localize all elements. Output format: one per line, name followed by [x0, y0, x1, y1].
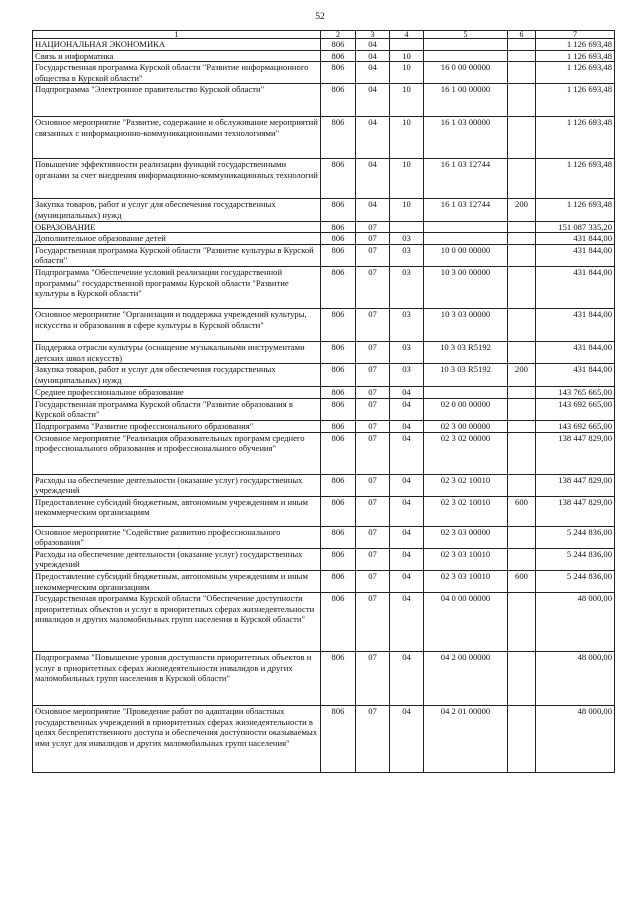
row-code-target: 02 3 02 00000: [424, 432, 508, 474]
row-amount: 1 126 693,48: [536, 84, 615, 117]
row-code-target: [424, 221, 508, 233]
row-code-subsection: 03: [390, 266, 424, 308]
row-code-expense-type: [508, 266, 536, 308]
row-code-target: 02 3 03 00000: [424, 526, 508, 548]
row-code-subsection: [390, 39, 424, 51]
table-row: [33, 341, 615, 363]
row-code-subsection: 03: [390, 233, 424, 245]
header-cell: 2: [321, 31, 356, 39]
row-name: Основное мероприятие "Реализация образовательных программ среднего профессионального образования и профессионального обучения": [33, 432, 321, 474]
row-code-section: 07: [356, 341, 390, 363]
row-code-ministry: 806: [321, 496, 356, 526]
header-cell: 1: [33, 31, 321, 39]
budget-table: [32, 30, 615, 773]
row-code-ministry: 806: [321, 387, 356, 399]
row-code-ministry: 806: [321, 652, 356, 706]
row-amount: 138 447 829,00: [536, 474, 615, 496]
row-code-expense-type: [508, 84, 536, 117]
row-code-section: 07: [356, 474, 390, 496]
table-row: [33, 233, 615, 245]
row-code-ministry: 806: [321, 571, 356, 593]
table-row: [33, 62, 615, 84]
row-amount: 431 844,00: [536, 244, 615, 266]
row-code-section: 07: [356, 266, 390, 308]
row-name: Основное мероприятие "Содействие развитию профессионального образования": [33, 526, 321, 548]
table-row: [33, 548, 615, 570]
row-code-section: 07: [356, 364, 390, 387]
row-code-target: [424, 233, 508, 245]
table-row: [33, 474, 615, 496]
row-code-expense-type: [508, 593, 536, 652]
row-code-expense-type: [508, 233, 536, 245]
table-row: [33, 221, 615, 233]
table-row: [33, 117, 615, 159]
row-code-target: [424, 39, 508, 51]
row-code-expense-type: [508, 652, 536, 706]
row-code-target: 02 3 02 10010: [424, 496, 508, 526]
row-amount: 1 126 693,48: [536, 199, 615, 221]
row-code-target: 10 3 00 00000: [424, 266, 508, 308]
row-code-ministry: 806: [321, 526, 356, 548]
row-code-ministry: 806: [321, 420, 356, 432]
row-amount: 48 000,00: [536, 706, 615, 773]
row-name: Закупка товаров, работ и услуг для обеспечения государственных (муниципальных) нужд: [33, 199, 321, 221]
row-name: Среднее профессиональное образование: [33, 387, 321, 399]
table-row: [33, 364, 615, 387]
row-code-section: 07: [356, 706, 390, 773]
row-code-section: 04: [356, 199, 390, 221]
row-code-expense-type: [508, 398, 536, 420]
row-code-ministry: 806: [321, 266, 356, 308]
table-row: [33, 398, 615, 420]
row-code-target: 04 2 01 00000: [424, 706, 508, 773]
row-name: Государственная программа Курской области "Обеспечение доступности приоритетных объектов и услуг в приоритетных сферах жизнедеятельности инвалидов и других маломобильных групп населения в Курской области": [33, 593, 321, 652]
row-amount: 5 244 836,00: [536, 571, 615, 593]
row-code-expense-type: [508, 341, 536, 363]
row-code-ministry: 806: [321, 398, 356, 420]
row-name: Закупка товаров, работ и услуг для обеспечения государственных (муниципальных) нужд: [33, 364, 321, 387]
row-code-ministry: 806: [321, 221, 356, 233]
row-code-expense-type: [508, 308, 536, 341]
row-code-ministry: 806: [321, 474, 356, 496]
row-code-expense-type: 600: [508, 496, 536, 526]
row-code-section: 04: [356, 62, 390, 84]
row-code-target: 02 3 02 10010: [424, 474, 508, 496]
row-name: Расходы на обеспечение деятельности (оказание услуг) государственных учреждений: [33, 548, 321, 570]
row-code-subsection: 04: [390, 387, 424, 399]
row-code-target: 02 3 00 00000: [424, 420, 508, 432]
row-code-section: 04: [356, 84, 390, 117]
table-row: [33, 432, 615, 474]
table-row: [33, 496, 615, 526]
row-code-target: 10 0 00 00000: [424, 244, 508, 266]
row-code-ministry: 806: [321, 39, 356, 51]
row-code-subsection: 04: [390, 548, 424, 570]
row-code-subsection: 04: [390, 593, 424, 652]
row-name: Повышение эффективности реализации функций государственными органами за счет внедрения информационно-коммуникационных технологий: [33, 159, 321, 199]
row-name: Предоставление субсидий бюджетным, автономным учреждениям и иным некоммерческим организациям: [33, 571, 321, 593]
row-amount: 5 244 836,00: [536, 526, 615, 548]
table-row: [33, 159, 615, 199]
table-row: [33, 593, 615, 652]
row-code-ministry: 806: [321, 308, 356, 341]
row-name: Основное мероприятие "Развитие, содержание и обслуживание мероприятий связанных с информационно-коммуникационными технологиями": [33, 117, 321, 159]
row-amount: 1 126 693,48: [536, 159, 615, 199]
row-code-subsection: 10: [390, 62, 424, 84]
row-amount: 431 844,00: [536, 266, 615, 308]
header-row: [33, 31, 615, 39]
row-code-expense-type: [508, 706, 536, 773]
row-code-subsection: 10: [390, 84, 424, 117]
row-code-section: 04: [356, 39, 390, 51]
row-name: Подпрограмма "Повышение уровня доступности приоритетных объектов и услуг в приоритетных сферах жизнедеятельности инвалидов и других маломобильных групп населения в Курской области": [33, 652, 321, 706]
row-code-ministry: 806: [321, 199, 356, 221]
row-code-subsection: 04: [390, 526, 424, 548]
row-name: Дополнительное образование детей: [33, 233, 321, 245]
row-code-subsection: 10: [390, 159, 424, 199]
row-amount: 48 000,00: [536, 652, 615, 706]
table-row: [33, 652, 615, 706]
row-code-section: 04: [356, 50, 390, 62]
row-code-expense-type: 600: [508, 571, 536, 593]
row-amount: 5 244 836,00: [536, 548, 615, 570]
row-code-section: 07: [356, 387, 390, 399]
row-code-target: 16 0 00 00000: [424, 62, 508, 84]
row-code-expense-type: [508, 221, 536, 233]
row-code-section: 07: [356, 233, 390, 245]
row-amount: 143 692 665,00: [536, 420, 615, 432]
row-code-ministry: 806: [321, 432, 356, 474]
header-cell: 5: [424, 31, 508, 39]
row-code-expense-type: [508, 526, 536, 548]
row-name: Подпрограмма "Развитие профессионального образования": [33, 420, 321, 432]
row-code-section: 07: [356, 398, 390, 420]
row-code-ministry: 806: [321, 62, 356, 84]
row-code-ministry: 806: [321, 706, 356, 773]
row-code-section: 07: [356, 593, 390, 652]
row-amount: 151 087 335,20: [536, 221, 615, 233]
row-code-section: 07: [356, 432, 390, 474]
row-code-target: 02 0 00 00000: [424, 398, 508, 420]
row-code-ministry: 806: [321, 364, 356, 387]
header-cell: 7: [536, 31, 615, 39]
table-row: [33, 50, 615, 62]
row-amount: 431 844,00: [536, 233, 615, 245]
row-amount: 431 844,00: [536, 341, 615, 363]
row-amount: 48 000,00: [536, 593, 615, 652]
header-cell: 3: [356, 31, 390, 39]
row-name: ОБРАЗОВАНИЕ: [33, 221, 321, 233]
row-name: Основное мероприятие "Проведение работ по адаптации областных государственных учреждений в приоритетных сферах жизнедеятельности в целях беспрепятственного доступа и обеспечения доступности оказываемых ими услуг для инвалидов и других маломобильных групп населения": [33, 706, 321, 773]
row-code-section: 07: [356, 308, 390, 341]
row-name: Связь и информатика: [33, 50, 321, 62]
row-code-subsection: 03: [390, 364, 424, 387]
row-code-ministry: 806: [321, 548, 356, 570]
row-code-subsection: 03: [390, 341, 424, 363]
row-name: Предоставление субсидий бюджетным, автономным учреждениям и иным некоммерческим организациям: [33, 496, 321, 526]
row-code-section: 07: [356, 496, 390, 526]
table-row: [33, 266, 615, 308]
row-amount: 431 844,00: [536, 308, 615, 341]
row-code-ministry: 806: [321, 117, 356, 159]
row-code-subsection: 03: [390, 308, 424, 341]
row-amount: 1 126 693,48: [536, 117, 615, 159]
row-code-expense-type: 200: [508, 199, 536, 221]
row-code-subsection: [390, 221, 424, 233]
row-name: НАЦИОНАЛЬНАЯ ЭКОНОМИКА: [33, 39, 321, 51]
row-code-ministry: 806: [321, 233, 356, 245]
row-code-section: 04: [356, 159, 390, 199]
row-amount: 138 447 829,00: [536, 496, 615, 526]
table-row: [33, 706, 615, 773]
row-code-section: 04: [356, 117, 390, 159]
row-code-target: 10 3 03 R5192: [424, 364, 508, 387]
row-code-section: 07: [356, 526, 390, 548]
row-code-target: 04 2 00 00000: [424, 652, 508, 706]
row-code-expense-type: [508, 474, 536, 496]
row-code-ministry: 806: [321, 593, 356, 652]
row-code-section: 07: [356, 652, 390, 706]
row-code-subsection: 04: [390, 474, 424, 496]
table-row: [33, 526, 615, 548]
row-name: Поддержка отрасли культуры (оснащение музыкальными инструментами детских школ искусств): [33, 341, 321, 363]
table-row: [33, 571, 615, 593]
row-code-target: 10 3 03 00000: [424, 308, 508, 341]
row-code-ministry: 806: [321, 159, 356, 199]
row-amount: 431 844,00: [536, 364, 615, 387]
table-row: [33, 420, 615, 432]
row-code-section: 07: [356, 571, 390, 593]
row-code-subsection: 10: [390, 199, 424, 221]
row-code-expense-type: [508, 548, 536, 570]
table-row: [33, 199, 615, 221]
row-code-section: 07: [356, 221, 390, 233]
row-code-target: 16 1 03 12744: [424, 159, 508, 199]
row-code-expense-type: [508, 39, 536, 51]
table-row: [33, 387, 615, 399]
row-amount: 1 126 693,48: [536, 50, 615, 62]
row-code-subsection: 10: [390, 50, 424, 62]
row-code-subsection: 04: [390, 398, 424, 420]
row-name: Государственная программа Курской области "Развитие культуры в Курской области": [33, 244, 321, 266]
row-name: Государственная программа Курской области "Развитие образования в Курской области": [33, 398, 321, 420]
row-code-target: 02 3 03 10010: [424, 571, 508, 593]
row-code-expense-type: [508, 420, 536, 432]
row-code-expense-type: 200: [508, 364, 536, 387]
row-code-expense-type: [508, 159, 536, 199]
row-code-target: 16 1 03 12744: [424, 199, 508, 221]
row-code-ministry: 806: [321, 84, 356, 117]
row-code-subsection: 04: [390, 571, 424, 593]
row-code-expense-type: [508, 387, 536, 399]
row-code-subsection: 10: [390, 117, 424, 159]
row-code-expense-type: [508, 50, 536, 62]
header-cell: 4: [390, 31, 424, 39]
row-code-subsection: 04: [390, 496, 424, 526]
row-name: Расходы на обеспечение деятельности (оказание услуг) государственных учреждений: [33, 474, 321, 496]
row-code-target: [424, 50, 508, 62]
row-code-section: 07: [356, 548, 390, 570]
row-code-subsection: 04: [390, 432, 424, 474]
row-code-section: 07: [356, 244, 390, 266]
row-code-subsection: 04: [390, 420, 424, 432]
row-amount: 143 692 665,00: [536, 398, 615, 420]
table-row: [33, 244, 615, 266]
row-code-ministry: 806: [321, 50, 356, 62]
row-code-target: 16 1 03 00000: [424, 117, 508, 159]
row-code-subsection: 04: [390, 652, 424, 706]
row-code-ministry: 806: [321, 341, 356, 363]
row-code-ministry: 806: [321, 244, 356, 266]
page-number: 52: [315, 12, 325, 22]
row-code-subsection: 03: [390, 244, 424, 266]
row-code-target: 16 1 00 00000: [424, 84, 508, 117]
row-code-target: 10 3 03 R5192: [424, 341, 508, 363]
row-code-expense-type: [508, 117, 536, 159]
row-amount: 1 126 693,48: [536, 39, 615, 51]
row-code-expense-type: [508, 432, 536, 474]
table-row: [33, 84, 615, 117]
row-code-target: 02 3 03 10010: [424, 548, 508, 570]
row-name: Подпрограмма "Обеспечение условий реализации государственной программы" государственной программы Курской области "Развитие культуры в Курской области": [33, 266, 321, 308]
table-row: [33, 39, 615, 51]
row-code-section: 07: [356, 420, 390, 432]
row-name: Подпрограмма "Электронное правительство Курской области": [33, 84, 321, 117]
row-amount: 143 765 665,00: [536, 387, 615, 399]
table-row: [33, 308, 615, 341]
row-amount: 1 126 693,48: [536, 62, 615, 84]
row-code-expense-type: [508, 62, 536, 84]
row-code-expense-type: [508, 244, 536, 266]
row-code-target: 04 0 00 00000: [424, 593, 508, 652]
row-amount: 138 447 829,00: [536, 432, 615, 474]
row-name: Основное мероприятие "Организация и поддержка учреждений культуры, искусства и образования в сфере культуры в Курской области": [33, 308, 321, 341]
row-name: Государственная программа Курской области "Развитие информационного общества в Курской области": [33, 62, 321, 84]
row-code-target: [424, 387, 508, 399]
row-code-subsection: 04: [390, 706, 424, 773]
header-cell: 6: [508, 31, 536, 39]
